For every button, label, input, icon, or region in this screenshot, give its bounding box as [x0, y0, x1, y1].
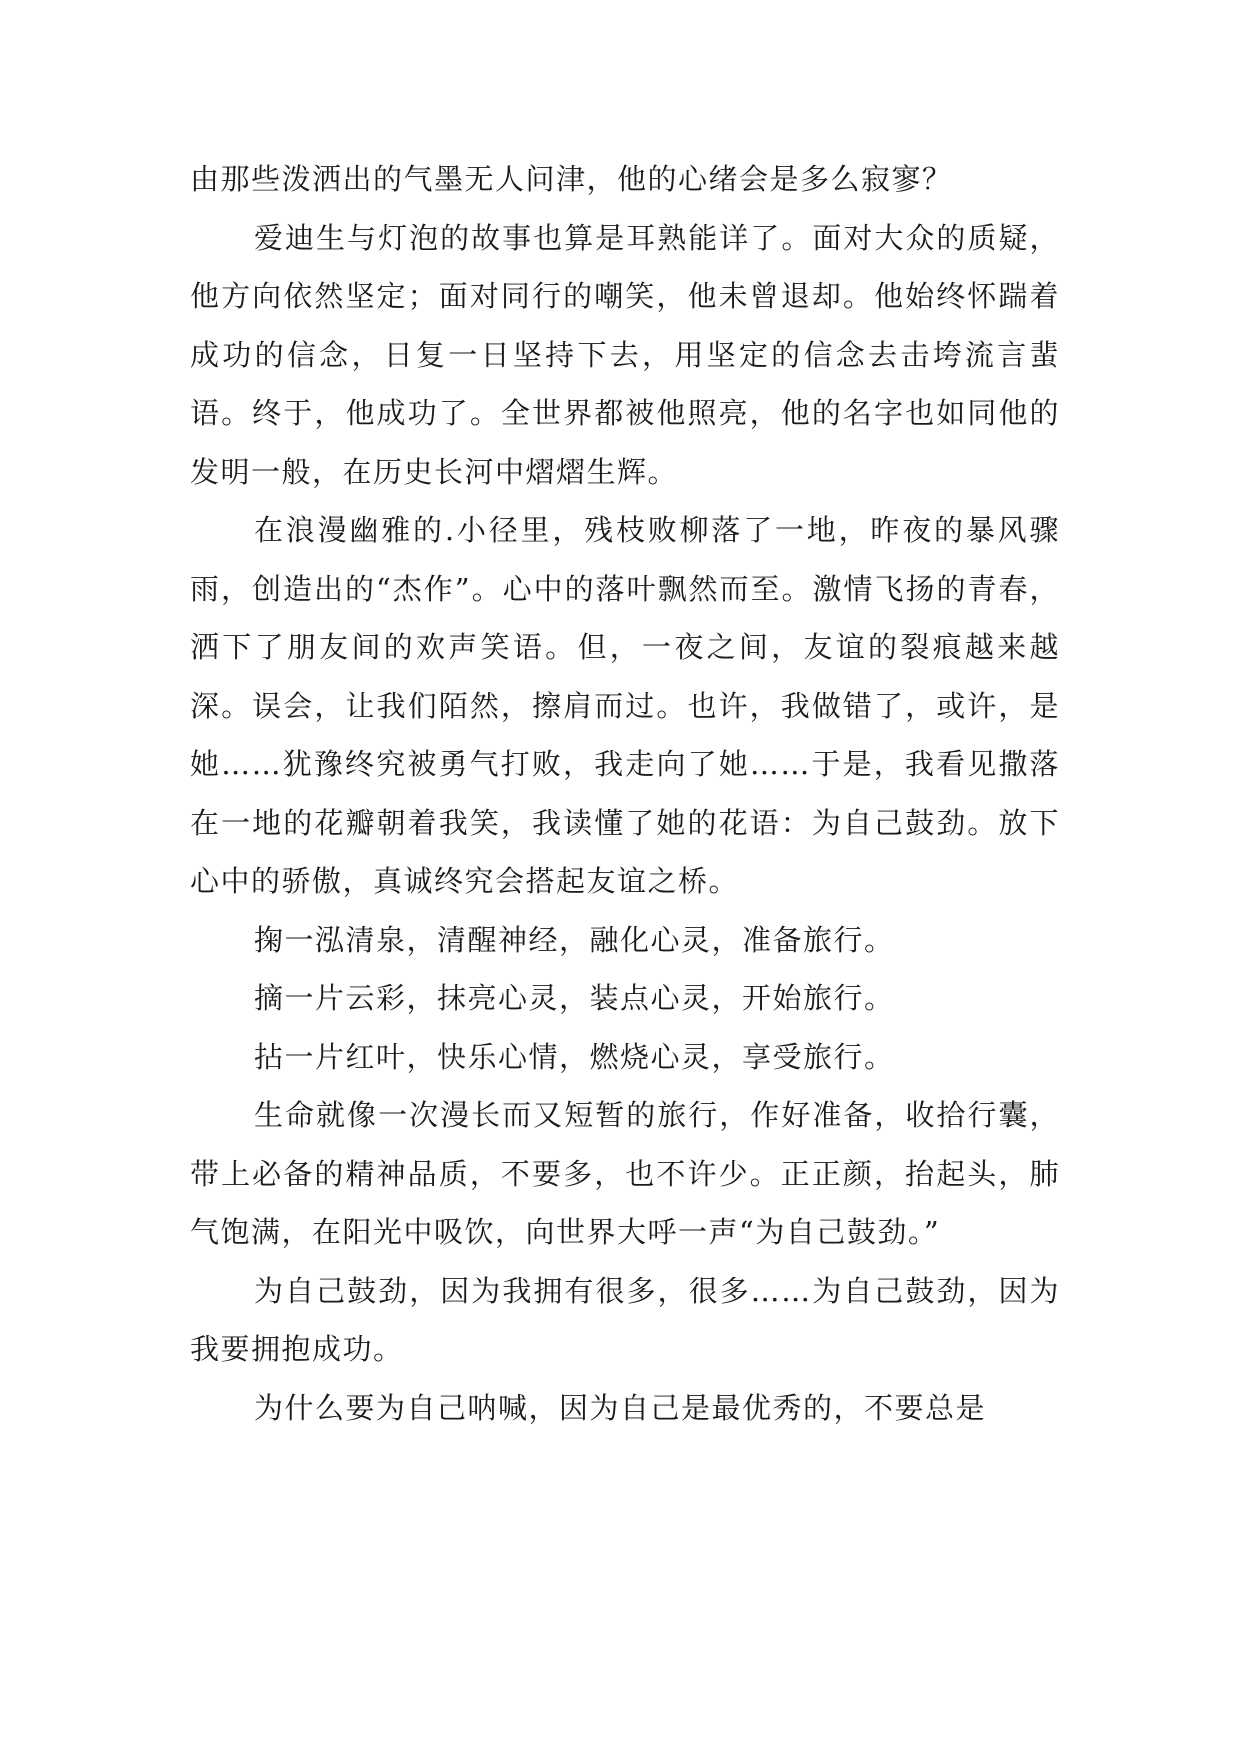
paragraph-3: 在浪漫幽雅的.小径里，残枝败柳落了一地，昨夜的暴风骤雨，创造出的“杰作”。心中的落叶飘然而至。激情飞扬的青春，洒下了朋友间的欢声笑语。但，一夜之间，友谊的裂痕越来越深。误会，让我们陌然，擦肩而过。也许，我做错了，或许，是她……犹豫终究被勇气打败，我走向了她……于是，我看见撒落在一地的花瓣朝着我笑，我读懂了她的花语：为自己鼓劲。放下心中的骄傲，真诚终究会搭起友谊之桥。	[190, 513, 1060, 898]
paragraph-1: 由那些泼洒出的气墨无人问津，他的心绪会是多么寂寥？	[190, 162, 953, 196]
paragraph-2: 爱迪生与灯泡的故事也算是耳熟能详了。面对大众的质疑，他方向依然坚定；面对同行的嘲笑，他未曾退却。他始终怀踹着成功的信念，日复一日坚持下去，用坚定的信念去击垮流言蜚语。终于，他成功了。全世界都被他照亮，他的名字也如同他的发明一般，在历史长河中熠熠生辉。	[190, 220, 1060, 489]
paragraph-7: 生命就像一次漫长而又短暂的旅行，作好准备，收拾行囊，带上必备的精神品质，不要多，也不许少。正正颜，抬起头，肺气饱满，在阳光中吸饮，向世界大呼一声“为自己鼓劲。”	[190, 1098, 1060, 1249]
document-page	[190, 150, 1060, 1437]
paragraph-4: 掬一泓清泉，清醒神经，融化心灵，准备旅行。	[254, 922, 895, 957]
paragraph-5: 摘一片云彩，抹亮心灵，装点心灵，开始旅行。	[254, 981, 895, 1015]
paragraph-6: 拈一片红叶，快乐心情，燃烧心灵，享受旅行。	[254, 1039, 895, 1074]
paragraph-8: 为自己鼓劲，因为我拥有很多，很多……为自己鼓劲，因为我要拥抱成功。	[190, 1273, 1060, 1366]
paragraph-9: 为什么要为自己呐喊，因为自己是最优秀的，不要总是	[254, 1390, 987, 1425]
